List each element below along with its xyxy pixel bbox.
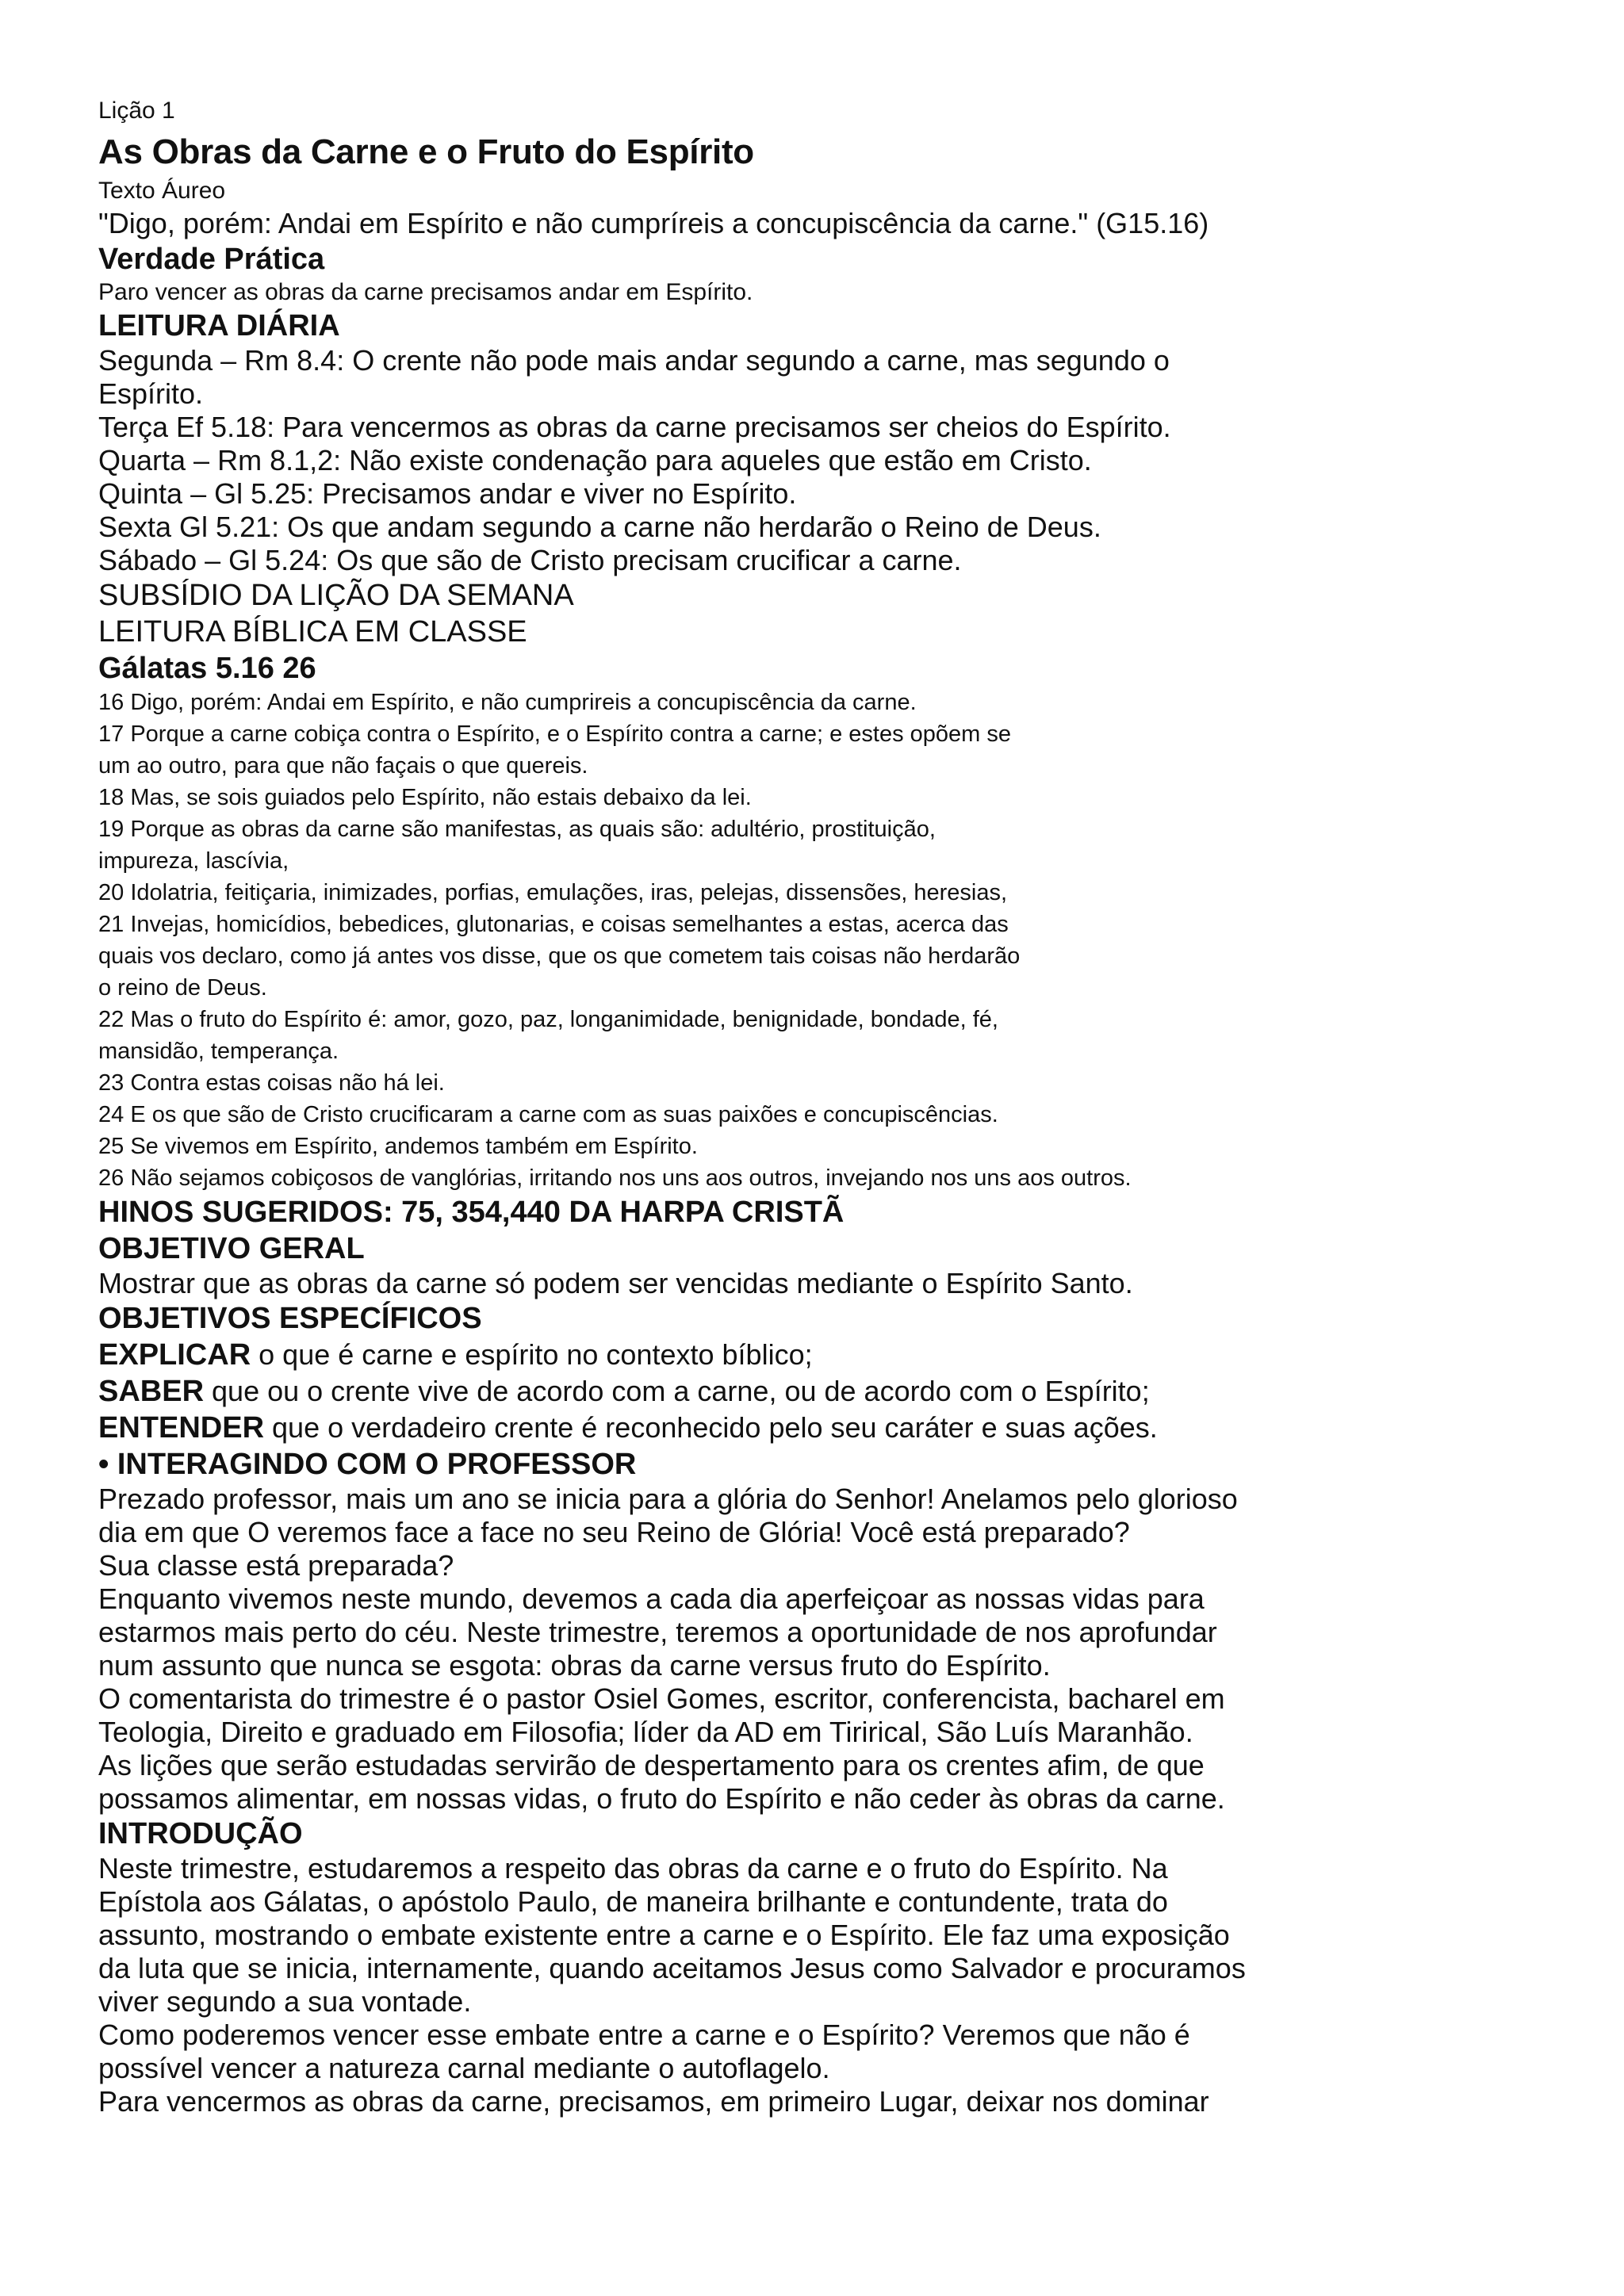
verse-line: 24 E os que são de Cristo crucificaram a carne com as suas paixões e concupiscências.: [98, 1102, 998, 1127]
lesson-number: Lição 1: [98, 98, 175, 124]
paragraph-line: viver segundo a sua vontade.: [98, 1985, 472, 2018]
general-objective-label: OBJETIVO GERAL: [98, 1232, 365, 1265]
objective-verb: EXPLICAR: [98, 1338, 251, 1372]
paragraph-line: dia em que O veremos face a face no seu Reino de Glória! Você está preparado?: [98, 1516, 1130, 1548]
paragraph-line: O comentarista do trimestre é o pastor Osiel Gomes, escritor, conferencista, bacharel em: [98, 1682, 1225, 1715]
paragraph-line: Epístola aos Gálatas, o apóstolo Paulo, de maneira brilhante e contundente, trata do: [98, 1885, 1168, 1918]
objective-text: que o verdadeiro crente é reconhecido pelo seu caráter e suas ações.: [264, 1411, 1158, 1444]
verse-line: 17 Porque a carne cobiça contra o Espírito, e o Espírito contra a carne; e estes opõem se: [98, 721, 1011, 747]
paragraph-line: assunto, mostrando o embate existente entre a carne e o Espírito. Ele faz uma exposição: [98, 1919, 1230, 1951]
golden-text: "Digo, porém: Andai em Espírito e não cumpríreis a concupiscência da carne." (G15.16): [98, 207, 1209, 239]
daily-reading-item: Sábado – Gl 5.24: Os que são de Cristo precisam crucificar a carne.: [98, 544, 962, 576]
practical-truth: Paro vencer as obras da carne precisamos andar em Espírito.: [98, 279, 753, 305]
verse-line: um ao outro, para que não façais o que quereis.: [98, 753, 588, 779]
verse-line: 22 Mas o fruto do Espírito é: amor, gozo, paz, longanimidade, benignidade, bondade, fé,: [98, 1007, 998, 1032]
paragraph-line: Neste trimestre, estudaremos a respeito das obras da carne e o fruto do Espírito. Na: [98, 1852, 1168, 1885]
verse-line: 20 Idolatria, feitiçaria, inimizades, porfias, emulações, iras, pelejas, dissensões, heresias,: [98, 880, 1008, 905]
introduction-text: [98, 1852, 1529, 2118]
paragraph-line: Enquanto vivemos neste mundo, devemos a cada dia aperfeiçoar as nossas vidas para: [98, 1582, 1205, 1615]
daily-reading-item: Quinta – Gl 5.25: Precisamos andar e viver no Espírito.: [98, 477, 797, 510]
lesson-title: As Obras da Carne e o Fruto do Espírito: [98, 132, 754, 171]
objective-text: o que é carne e espírito no contexto bíblico;: [251, 1338, 813, 1371]
verse-line: quais vos declaro, como já antes vos disse, que os que cometem tais coisas não herdarão: [98, 943, 1021, 969]
paragraph-line: Prezado professor, mais um ano se inicia para a glória do Senhor! Anelamos pelo glorioso: [98, 1483, 1238, 1515]
verse-line: 16 Digo, porém: Andai em Espírito, e não cumprireis a concupiscência da carne.: [98, 690, 917, 715]
paragraph-line: Teologia, Direito e graduado em Filosofia; líder da AD em Tirirical, São Luís Maranhão.: [98, 1716, 1193, 1748]
class-reading-label: LEITURA BÍBLICA EM CLASSE: [98, 615, 527, 649]
daily-reading-item: Quarta – Rm 8.1,2: Não existe condenação para aqueles que estão em Cristo.: [98, 444, 1092, 476]
general-objective: Mostrar que as obras da carne só podem ser vencidas mediante o Espírito Santo.: [98, 1267, 1133, 1299]
specific-objective: [98, 1410, 1529, 1446]
verse-line: 21 Invejas, homicídios, bebedices, glutonarias, e coisas semelhantes a estas, acerca das: [98, 912, 1009, 937]
daily-reading-label: LEITURA DIÁRIA: [98, 309, 340, 342]
paragraph-line: Para vencermos as obras da carne, precisamos, em primeiro Lugar, deixar nos dominar: [98, 2085, 1209, 2118]
paragraph-line: possível vencer a natureza carnal mediante o autoflagelo.: [98, 2052, 830, 2084]
verse-line: 26 Não sejamos cobiçosos de vanglórias, irritando nos uns aos outros, invejando nos uns aos outros.: [98, 1165, 1132, 1191]
suggested-hymns: HINOS SUGERIDOS: 75, 354,440 DA HARPA CRISTÃ: [98, 1196, 845, 1229]
subsidy-label: SUBSÍDIO DA LIÇÃO DA SEMANA: [98, 579, 574, 612]
paragraph-line: estarmos mais perto do céu. Neste trimestre, teremos a oportunidade de nos aprofundar: [98, 1616, 1217, 1648]
practical-truth-label: Verdade Prática: [98, 243, 325, 276]
paragraph-line: Sua classe está preparada?: [98, 1549, 454, 1582]
specific-objective: [98, 1373, 1529, 1410]
paragraph-line: da luta que se inicia, internamente, quando aceitamos Jesus como Salvador e procuramos: [98, 1952, 1246, 1984]
specific-objective: [98, 1337, 1529, 1373]
verse-line: 18 Mas, se sois guiados pelo Espírito, não estais debaixo da lei.: [98, 785, 752, 810]
daily-reading-item: Sexta Gl 5.21: Os que andam segundo a carne não herdarão o Reino de Deus.: [98, 511, 1101, 543]
verse-line: o reino de Deus.: [98, 975, 267, 1001]
verse-line: 25 Se vivemos em Espírito, andemos também em Espírito.: [98, 1134, 698, 1159]
teacher-section-label: • INTERAGINDO COM O PROFESSOR: [98, 1448, 637, 1481]
golden-text-label: Texto Áureo: [98, 178, 226, 204]
daily-reading-item: Espírito.: [98, 377, 204, 410]
teacher-section-text: [98, 1483, 1529, 1816]
paragraph-line: Como poderemos vencer esse embate entre a carne e o Espírito? Veremos que não é: [98, 2019, 1190, 2051]
verse-line: 19 Porque as obras da carne são manifestas, as quais são: adultério, prostituição,: [98, 817, 936, 842]
verse-line: 23 Contra estas coisas não há lei.: [98, 1070, 445, 1096]
paragraph-line: num assunto que nunca se esgota: obras da carne versus fruto do Espírito.: [98, 1649, 1051, 1682]
objective-verb: ENTENDER: [98, 1411, 265, 1445]
verse-line: mansidão, temperança.: [98, 1039, 339, 1064]
verse-line: impureza, lascívia,: [98, 848, 289, 874]
introduction-label: INTRODUÇÃO: [98, 1817, 303, 1850]
objective-verb: SABER: [98, 1375, 205, 1408]
paragraph-line: possamos alimentar, em nossas vidas, o fruto do Espírito e não ceder às obras da carne.: [98, 1782, 1225, 1815]
daily-reading-item: Segunda – Rm 8.4: O crente não pode mais andar segundo a carne, mas segundo o: [98, 344, 1170, 377]
daily-reading-item: Terça Ef 5.18: Para vencermos as obras da carne precisamos ser cheios do Espírito.: [98, 411, 1171, 443]
specific-objectives-list: [98, 1337, 1529, 1446]
objective-text: que ou o crente vive de acordo com a carne, ou de acordo com o Espírito;: [204, 1375, 1150, 1407]
paragraph-line: As lições que serão estudadas servirão de despertamento para os crentes afim, de que: [98, 1749, 1205, 1781]
passage-reference: Gálatas 5.16 26: [98, 652, 316, 685]
bible-passage: [98, 687, 1529, 1194]
specific-objectives-label: OBJETIVOS ESPECÍFICOS: [98, 1302, 482, 1335]
daily-reading-list: [98, 344, 1529, 577]
